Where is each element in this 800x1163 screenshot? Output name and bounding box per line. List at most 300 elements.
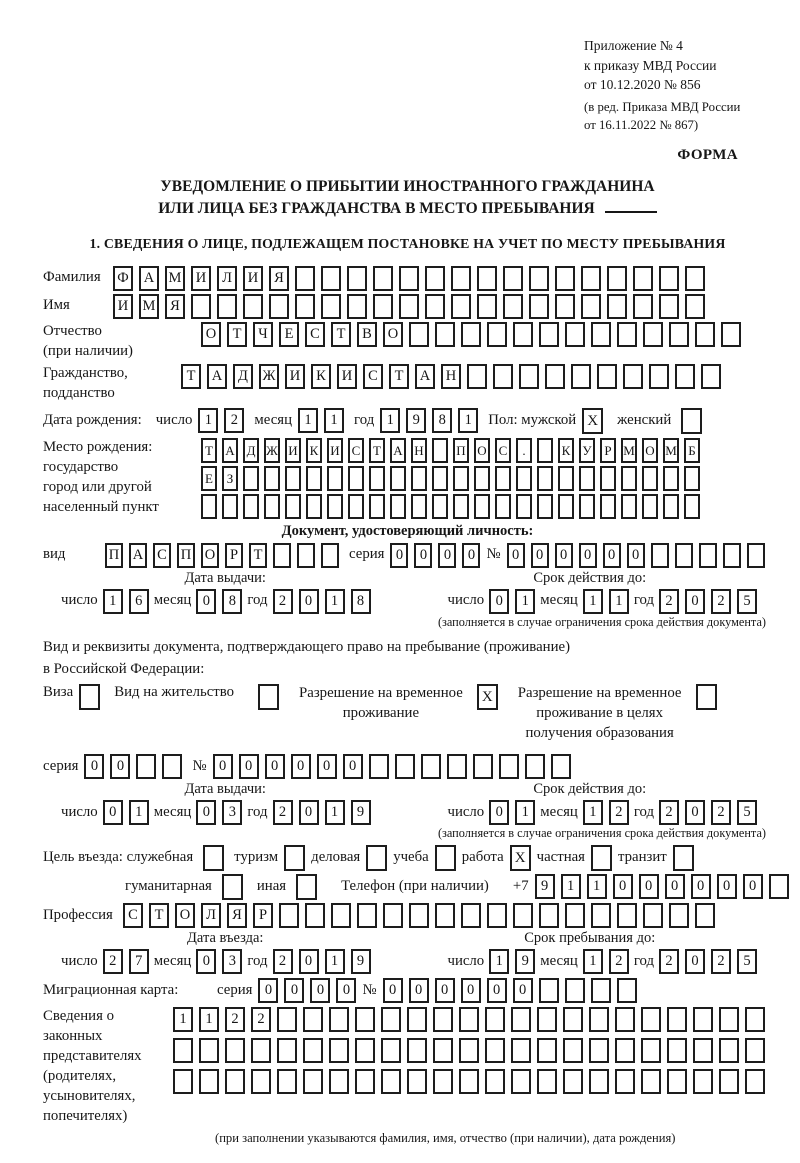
char-cell[interactable] — [745, 1069, 765, 1094]
char-cell[interactable] — [685, 294, 705, 319]
char-cell[interactable]: 2 — [659, 589, 679, 614]
char-cell[interactable] — [589, 1007, 609, 1032]
residence-permit-checkbox[interactable] — [258, 684, 279, 710]
char-cell[interactable] — [643, 903, 663, 928]
char-cell[interactable] — [565, 903, 585, 928]
char-cell[interactable]: 0 — [555, 543, 573, 568]
char-cell[interactable]: 0 — [110, 754, 130, 779]
char-cell[interactable]: 8 — [351, 589, 371, 614]
char-cell[interactable]: 2 — [609, 949, 629, 974]
char-cell[interactable]: О — [175, 903, 195, 928]
char-cell[interactable] — [453, 466, 469, 491]
char-cell[interactable]: 5 — [737, 589, 757, 614]
char-cell[interactable]: 2 — [224, 408, 244, 433]
char-cell[interactable]: Т — [249, 543, 267, 568]
char-cell[interactable]: М — [139, 294, 159, 319]
char-cell[interactable]: 1 — [609, 589, 629, 614]
char-cell[interactable] — [633, 266, 653, 291]
char-cell[interactable]: И — [191, 266, 211, 291]
char-cell[interactable]: К — [558, 438, 574, 463]
char-cell[interactable]: 0 — [299, 800, 319, 825]
char-cell[interactable] — [563, 1038, 583, 1063]
char-cell[interactable]: С — [495, 438, 511, 463]
char-cell[interactable]: Е — [201, 466, 217, 491]
char-cell[interactable]: Д — [243, 438, 259, 463]
char-cell[interactable]: Р — [225, 543, 243, 568]
char-cell[interactable] — [565, 978, 585, 1003]
char-cell[interactable]: И — [337, 364, 357, 389]
char-cell[interactable] — [329, 1038, 349, 1063]
char-cell[interactable]: 0 — [461, 978, 481, 1003]
char-cell[interactable]: П — [177, 543, 195, 568]
char-cell[interactable] — [591, 978, 611, 1003]
char-cell[interactable] — [381, 1069, 401, 1094]
char-cell[interactable]: 1 — [173, 1007, 193, 1032]
char-cell[interactable]: М — [165, 266, 185, 291]
char-cell[interactable] — [321, 543, 339, 568]
char-cell[interactable] — [390, 494, 406, 519]
char-cell[interactable] — [651, 543, 669, 568]
char-cell[interactable]: Р — [600, 438, 616, 463]
char-cell[interactable] — [477, 294, 497, 319]
char-cell[interactable]: 0 — [196, 589, 216, 614]
char-cell[interactable]: 0 — [685, 800, 705, 825]
char-cell[interactable] — [642, 466, 658, 491]
char-cell[interactable]: Т — [389, 364, 409, 389]
char-cell[interactable]: Л — [201, 903, 221, 928]
char-cell[interactable] — [723, 543, 741, 568]
visa-checkbox[interactable] — [79, 684, 100, 710]
char-cell[interactable] — [669, 322, 689, 347]
char-cell[interactable]: 0 — [336, 978, 356, 1003]
char-cell[interactable]: Я — [227, 903, 247, 928]
char-cell[interactable] — [264, 466, 280, 491]
char-cell[interactable]: Я — [269, 266, 289, 291]
char-cell[interactable] — [327, 494, 343, 519]
char-cell[interactable] — [225, 1038, 245, 1063]
char-cell[interactable] — [503, 294, 523, 319]
char-cell[interactable] — [369, 754, 389, 779]
char-cell[interactable] — [347, 294, 367, 319]
char-cell[interactable]: 0 — [284, 978, 304, 1003]
char-cell[interactable] — [525, 754, 545, 779]
char-cell[interactable] — [199, 1038, 219, 1063]
char-cell[interactable] — [663, 466, 679, 491]
char-cell[interactable]: 1 — [325, 800, 345, 825]
char-cell[interactable] — [615, 1038, 635, 1063]
char-cell[interactable] — [407, 1007, 427, 1032]
char-cell[interactable] — [537, 466, 553, 491]
char-cell[interactable] — [459, 1038, 479, 1063]
char-cell[interactable]: 0 — [390, 543, 408, 568]
char-cell[interactable] — [435, 322, 455, 347]
char-cell[interactable]: 1 — [458, 408, 478, 433]
char-cell[interactable]: Т — [331, 322, 351, 347]
char-cell[interactable] — [173, 1069, 193, 1094]
char-cell[interactable]: 0 — [462, 543, 480, 568]
purpose-work-checkbox[interactable]: X — [510, 845, 531, 871]
char-cell[interactable] — [699, 543, 717, 568]
char-cell[interactable] — [719, 1038, 739, 1063]
char-cell[interactable] — [409, 322, 429, 347]
char-cell[interactable]: 1 — [325, 949, 345, 974]
char-cell[interactable] — [327, 466, 343, 491]
char-cell[interactable] — [447, 754, 467, 779]
char-cell[interactable] — [487, 322, 507, 347]
char-cell[interactable] — [390, 466, 406, 491]
char-cell[interactable]: 0 — [613, 874, 633, 899]
char-cell[interactable]: К — [306, 438, 322, 463]
char-cell[interactable] — [373, 294, 393, 319]
char-cell[interactable] — [615, 1069, 635, 1094]
char-cell[interactable]: Н — [411, 438, 427, 463]
char-cell[interactable]: У — [579, 438, 595, 463]
char-cell[interactable]: И — [243, 266, 263, 291]
char-cell[interactable]: 0 — [310, 978, 330, 1003]
char-cell[interactable]: С — [123, 903, 143, 928]
temp-residence-checkbox[interactable]: X — [477, 684, 498, 710]
char-cell[interactable] — [459, 1007, 479, 1032]
char-cell[interactable]: С — [153, 543, 171, 568]
char-cell[interactable]: П — [105, 543, 123, 568]
char-cell[interactable] — [348, 494, 364, 519]
char-cell[interactable] — [675, 543, 693, 568]
char-cell[interactable] — [453, 494, 469, 519]
char-cell[interactable] — [474, 466, 490, 491]
char-cell[interactable] — [461, 322, 481, 347]
char-cell[interactable] — [306, 466, 322, 491]
char-cell[interactable]: Д — [233, 364, 253, 389]
char-cell[interactable]: С — [348, 438, 364, 463]
char-cell[interactable]: 8 — [222, 589, 242, 614]
purpose-study-checkbox[interactable] — [435, 845, 456, 871]
purpose-private-checkbox[interactable] — [591, 845, 612, 871]
char-cell[interactable] — [539, 903, 559, 928]
char-cell[interactable] — [600, 494, 616, 519]
char-cell[interactable] — [321, 266, 341, 291]
char-cell[interactable]: Т — [149, 903, 169, 928]
char-cell[interactable] — [321, 294, 341, 319]
char-cell[interactable]: 0 — [438, 543, 456, 568]
char-cell[interactable] — [659, 266, 679, 291]
sex-female-checkbox[interactable] — [681, 408, 702, 434]
char-cell[interactable] — [511, 1007, 531, 1032]
char-cell[interactable] — [537, 494, 553, 519]
char-cell[interactable] — [295, 266, 315, 291]
char-cell[interactable]: 2 — [273, 800, 293, 825]
char-cell[interactable]: 0 — [196, 800, 216, 825]
char-cell[interactable] — [381, 1007, 401, 1032]
char-cell[interactable]: 8 — [432, 408, 452, 433]
char-cell[interactable]: 1 — [515, 589, 535, 614]
char-cell[interactable] — [369, 466, 385, 491]
char-cell[interactable]: М — [621, 438, 637, 463]
char-cell[interactable] — [667, 1007, 687, 1032]
char-cell[interactable] — [303, 1069, 323, 1094]
char-cell[interactable] — [563, 1007, 583, 1032]
char-cell[interactable] — [432, 466, 448, 491]
char-cell[interactable]: 0 — [685, 949, 705, 974]
char-cell[interactable]: 0 — [743, 874, 763, 899]
char-cell[interactable]: 2 — [103, 949, 123, 974]
char-cell[interactable]: 3 — [222, 949, 242, 974]
char-cell[interactable]: 5 — [737, 800, 757, 825]
char-cell[interactable]: 1 — [489, 949, 509, 974]
char-cell[interactable] — [693, 1007, 713, 1032]
char-cell[interactable]: 0 — [291, 754, 311, 779]
char-cell[interactable] — [589, 1069, 609, 1094]
char-cell[interactable] — [222, 494, 238, 519]
char-cell[interactable]: 0 — [317, 754, 337, 779]
char-cell[interactable] — [539, 322, 559, 347]
char-cell[interactable]: Ж — [264, 438, 280, 463]
char-cell[interactable] — [285, 466, 301, 491]
char-cell[interactable] — [667, 1069, 687, 1094]
char-cell[interactable] — [684, 494, 700, 519]
char-cell[interactable] — [295, 294, 315, 319]
char-cell[interactable]: 7 — [129, 949, 149, 974]
char-cell[interactable]: 0 — [639, 874, 659, 899]
char-cell[interactable] — [649, 364, 669, 389]
char-cell[interactable] — [285, 494, 301, 519]
char-cell[interactable] — [329, 1069, 349, 1094]
char-cell[interactable] — [529, 266, 549, 291]
char-cell[interactable] — [503, 266, 523, 291]
char-cell[interactable] — [173, 1038, 193, 1063]
char-cell[interactable] — [529, 294, 549, 319]
char-cell[interactable]: 1 — [583, 800, 603, 825]
char-cell[interactable]: И — [113, 294, 133, 319]
char-cell[interactable] — [191, 294, 211, 319]
char-cell[interactable]: 1 — [583, 589, 603, 614]
char-cell[interactable]: 1 — [324, 408, 344, 433]
purpose-transit-checkbox[interactable] — [673, 845, 694, 871]
char-cell[interactable]: 0 — [383, 978, 403, 1003]
char-cell[interactable]: . — [516, 438, 532, 463]
char-cell[interactable] — [201, 494, 217, 519]
char-cell[interactable]: А — [222, 438, 238, 463]
char-cell[interactable]: М — [663, 438, 679, 463]
char-cell[interactable] — [243, 466, 259, 491]
char-cell[interactable] — [617, 903, 637, 928]
char-cell[interactable] — [565, 322, 585, 347]
char-cell[interactable]: Л — [217, 266, 237, 291]
char-cell[interactable] — [675, 364, 695, 389]
char-cell[interactable] — [136, 754, 156, 779]
char-cell[interactable] — [487, 903, 507, 928]
char-cell[interactable]: 0 — [489, 589, 509, 614]
char-cell[interactable]: Б — [684, 438, 700, 463]
char-cell[interactable] — [243, 294, 263, 319]
char-cell[interactable] — [451, 294, 471, 319]
char-cell[interactable] — [407, 1069, 427, 1094]
char-cell[interactable] — [519, 364, 539, 389]
sex-male-checkbox[interactable]: X — [582, 408, 603, 434]
char-cell[interactable] — [659, 294, 679, 319]
char-cell[interactable]: 2 — [251, 1007, 271, 1032]
char-cell[interactable]: 1 — [129, 800, 149, 825]
char-cell[interactable]: О — [201, 543, 219, 568]
char-cell[interactable] — [571, 364, 591, 389]
char-cell[interactable] — [477, 266, 497, 291]
char-cell[interactable]: Т — [201, 438, 217, 463]
char-cell[interactable] — [381, 1038, 401, 1063]
char-cell[interactable] — [581, 294, 601, 319]
char-cell[interactable]: А — [207, 364, 227, 389]
char-cell[interactable] — [701, 364, 721, 389]
char-cell[interactable] — [473, 754, 493, 779]
char-cell[interactable]: 0 — [513, 978, 533, 1003]
char-cell[interactable] — [425, 266, 445, 291]
char-cell[interactable] — [485, 1069, 505, 1094]
char-cell[interactable] — [642, 494, 658, 519]
char-cell[interactable] — [693, 1069, 713, 1094]
char-cell[interactable] — [162, 754, 182, 779]
char-cell[interactable]: 2 — [711, 800, 731, 825]
char-cell[interactable] — [277, 1038, 297, 1063]
char-cell[interactable] — [407, 1038, 427, 1063]
char-cell[interactable] — [251, 1038, 271, 1063]
char-cell[interactable]: 0 — [435, 978, 455, 1003]
char-cell[interactable] — [621, 494, 637, 519]
char-cell[interactable] — [264, 494, 280, 519]
char-cell[interactable] — [579, 494, 595, 519]
char-cell[interactable]: 5 — [737, 949, 757, 974]
char-cell[interactable] — [425, 294, 445, 319]
char-cell[interactable]: 3 — [222, 800, 242, 825]
char-cell[interactable]: 9 — [515, 949, 535, 974]
char-cell[interactable] — [669, 903, 689, 928]
char-cell[interactable] — [411, 494, 427, 519]
char-cell[interactable] — [329, 1007, 349, 1032]
char-cell[interactable] — [600, 466, 616, 491]
char-cell[interactable] — [273, 543, 291, 568]
char-cell[interactable]: Т — [181, 364, 201, 389]
char-cell[interactable]: А — [415, 364, 435, 389]
char-cell[interactable]: З — [222, 466, 238, 491]
char-cell[interactable] — [347, 266, 367, 291]
char-cell[interactable] — [513, 903, 533, 928]
char-cell[interactable]: 2 — [609, 800, 629, 825]
char-cell[interactable] — [617, 978, 637, 1003]
char-cell[interactable] — [719, 1069, 739, 1094]
char-cell[interactable]: 2 — [273, 589, 293, 614]
char-cell[interactable] — [499, 754, 519, 779]
char-cell[interactable]: 0 — [239, 754, 259, 779]
char-cell[interactable] — [279, 903, 299, 928]
char-cell[interactable]: С — [363, 364, 383, 389]
char-cell[interactable] — [433, 1069, 453, 1094]
char-cell[interactable] — [409, 903, 429, 928]
char-cell[interactable] — [721, 322, 741, 347]
char-cell[interactable] — [747, 543, 765, 568]
char-cell[interactable] — [225, 1069, 245, 1094]
char-cell[interactable]: И — [327, 438, 343, 463]
char-cell[interactable] — [383, 903, 403, 928]
char-cell[interactable] — [369, 494, 385, 519]
char-cell[interactable]: 0 — [196, 949, 216, 974]
char-cell[interactable]: 1 — [587, 874, 607, 899]
char-cell[interactable]: 0 — [691, 874, 711, 899]
char-cell[interactable]: 0 — [258, 978, 278, 1003]
char-cell[interactable]: Ч — [253, 322, 273, 347]
char-cell[interactable] — [617, 322, 637, 347]
char-cell[interactable] — [355, 1069, 375, 1094]
char-cell[interactable] — [306, 494, 322, 519]
char-cell[interactable]: 0 — [603, 543, 621, 568]
char-cell[interactable] — [348, 466, 364, 491]
char-cell[interactable] — [459, 1069, 479, 1094]
char-cell[interactable]: 1 — [199, 1007, 219, 1032]
char-cell[interactable] — [537, 1069, 557, 1094]
purpose-business-checkbox[interactable] — [366, 845, 387, 871]
char-cell[interactable] — [591, 322, 611, 347]
char-cell[interactable]: 1 — [325, 589, 345, 614]
char-cell[interactable]: 1 — [380, 408, 400, 433]
char-cell[interactable] — [432, 494, 448, 519]
char-cell[interactable] — [495, 494, 511, 519]
char-cell[interactable]: 0 — [414, 543, 432, 568]
char-cell[interactable] — [399, 266, 419, 291]
char-cell[interactable]: 0 — [343, 754, 363, 779]
char-cell[interactable] — [485, 1038, 505, 1063]
char-cell[interactable] — [623, 364, 643, 389]
char-cell[interactable]: 0 — [487, 978, 507, 1003]
purpose-other-checkbox[interactable] — [296, 874, 317, 900]
char-cell[interactable] — [355, 1038, 375, 1063]
char-cell[interactable] — [663, 494, 679, 519]
char-cell[interactable]: Р — [253, 903, 273, 928]
char-cell[interactable] — [399, 294, 419, 319]
char-cell[interactable] — [769, 874, 789, 899]
char-cell[interactable]: О — [383, 322, 403, 347]
char-cell[interactable]: 1 — [103, 589, 123, 614]
char-cell[interactable]: 0 — [717, 874, 737, 899]
char-cell[interactable] — [435, 903, 455, 928]
char-cell[interactable]: 1 — [583, 949, 603, 974]
char-cell[interactable] — [641, 1069, 661, 1094]
char-cell[interactable]: 2 — [273, 949, 293, 974]
char-cell[interactable]: О — [642, 438, 658, 463]
char-cell[interactable] — [667, 1038, 687, 1063]
char-cell[interactable]: Н — [441, 364, 461, 389]
char-cell[interactable] — [695, 903, 715, 928]
char-cell[interactable] — [745, 1038, 765, 1063]
purpose-tourism-checkbox[interactable] — [284, 845, 305, 871]
purpose-humanitarian-checkbox[interactable] — [222, 874, 243, 900]
char-cell[interactable]: Ж — [259, 364, 279, 389]
char-cell[interactable] — [357, 903, 377, 928]
char-cell[interactable] — [373, 266, 393, 291]
char-cell[interactable] — [555, 294, 575, 319]
char-cell[interactable]: 0 — [409, 978, 429, 1003]
char-cell[interactable]: 2 — [659, 800, 679, 825]
char-cell[interactable]: 1 — [198, 408, 218, 433]
char-cell[interactable] — [607, 266, 627, 291]
char-cell[interactable]: 0 — [489, 800, 509, 825]
char-cell[interactable] — [277, 1069, 297, 1094]
char-cell[interactable]: И — [285, 438, 301, 463]
char-cell[interactable] — [511, 1069, 531, 1094]
char-cell[interactable] — [579, 466, 595, 491]
char-cell[interactable]: 0 — [299, 949, 319, 974]
char-cell[interactable] — [537, 1038, 557, 1063]
char-cell[interactable] — [537, 438, 553, 463]
char-cell[interactable] — [467, 364, 487, 389]
char-cell[interactable] — [411, 466, 427, 491]
char-cell[interactable] — [474, 494, 490, 519]
char-cell[interactable]: 1 — [515, 800, 535, 825]
